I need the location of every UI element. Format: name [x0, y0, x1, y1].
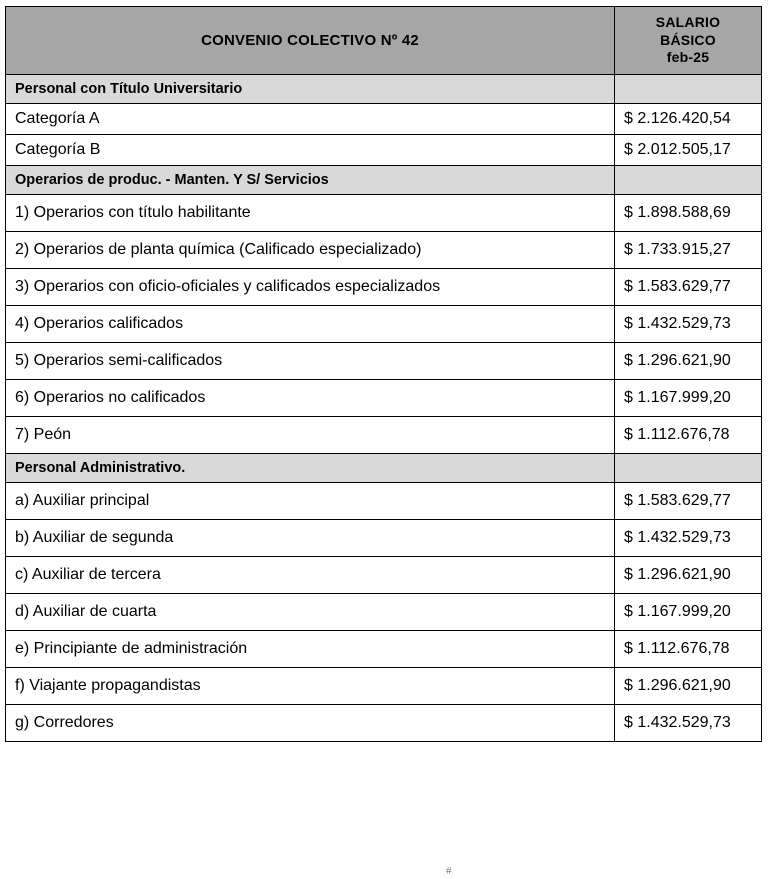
row-concept: 5) Operarios semi-calificados	[6, 342, 615, 379]
table-row	[6, 342, 762, 379]
row-amount: $ 2.012.505,17	[615, 134, 762, 165]
row-amount: $ 1.296.621,90	[615, 556, 762, 593]
table-header-row	[6, 7, 762, 75]
table-row	[6, 379, 762, 416]
table-row	[6, 482, 762, 519]
header-concept-cell: CONVENIO COLECTIVO Nº 42	[6, 7, 615, 75]
row-concept: 1) Operarios con título habilitante	[6, 194, 615, 231]
table-row	[6, 704, 762, 741]
page-cut-mark: #	[446, 865, 452, 877]
row-concept: b) Auxiliar de segunda	[6, 519, 615, 556]
table-row	[6, 630, 762, 667]
table-row	[6, 231, 762, 268]
row-amount: $ 1.583.629,77	[615, 482, 762, 519]
row-concept: 3) Operarios con oficio-oficiales y calificados especializados	[6, 268, 615, 305]
row-amount: $ 1.296.621,90	[615, 667, 762, 704]
header-amount-line1: SALARIO	[655, 14, 721, 30]
row-concept: f) Viajante propagandistas	[6, 667, 615, 704]
table-row	[6, 103, 762, 134]
table-row	[6, 556, 762, 593]
row-concept: Categoría A	[6, 103, 615, 134]
section-amount	[615, 165, 762, 194]
row-amount: $ 1.112.676,78	[615, 630, 762, 667]
table-section-row	[6, 453, 762, 482]
row-amount: $ 1.432.529,73	[615, 519, 762, 556]
table-row	[6, 268, 762, 305]
table-row	[6, 593, 762, 630]
row-concept: Categoría B	[6, 134, 615, 165]
table-row	[6, 134, 762, 165]
document-page	[0, 6, 768, 879]
table-section-row	[6, 165, 762, 194]
row-concept: d) Auxiliar de cuarta	[6, 593, 615, 630]
header-amount-cell	[615, 7, 762, 75]
row-concept: 4) Operarios calificados	[6, 305, 615, 342]
section-label: Operarios de produc. - Manten. Y S/ Servicios	[6, 165, 615, 194]
header-amount-line2: BÁSICO	[660, 31, 716, 48]
section-amount	[615, 453, 762, 482]
salary-table	[5, 6, 762, 742]
section-label: Personal Administrativo.	[6, 453, 615, 482]
row-concept: 6) Operarios no calificados	[6, 379, 615, 416]
header-amount-line3: feb-25	[666, 49, 710, 65]
table-row	[6, 305, 762, 342]
row-amount: $ 1.583.629,77	[615, 268, 762, 305]
row-concept: e) Principiante de administración	[6, 630, 615, 667]
row-amount: $ 1.733.915,27	[615, 231, 762, 268]
row-amount: $ 1.296.621,90	[615, 342, 762, 379]
row-amount: $ 1.112.676,78	[615, 416, 762, 453]
page-cut-area	[0, 861, 768, 879]
section-label: Personal con Título Universitario	[6, 74, 615, 103]
row-concept: 2) Operarios de planta química (Calificado especializado)	[6, 231, 615, 268]
row-amount: $ 1.432.529,73	[615, 704, 762, 741]
row-amount: $ 1.167.999,20	[615, 379, 762, 416]
row-amount: $ 1.432.529,73	[615, 305, 762, 342]
table-row	[6, 519, 762, 556]
table-body	[6, 7, 762, 742]
row-concept: 7) Peón	[6, 416, 615, 453]
table-row	[6, 667, 762, 704]
row-amount: $ 1.898.588,69	[615, 194, 762, 231]
row-concept: g) Corredores	[6, 704, 615, 741]
row-concept: c) Auxiliar de tercera	[6, 556, 615, 593]
row-concept: a) Auxiliar principal	[6, 482, 615, 519]
table-section-row	[6, 74, 762, 103]
table-row	[6, 416, 762, 453]
section-amount	[615, 74, 762, 103]
table-row	[6, 194, 762, 231]
row-amount: $ 1.167.999,20	[615, 593, 762, 630]
row-amount: $ 2.126.420,54	[615, 103, 762, 134]
